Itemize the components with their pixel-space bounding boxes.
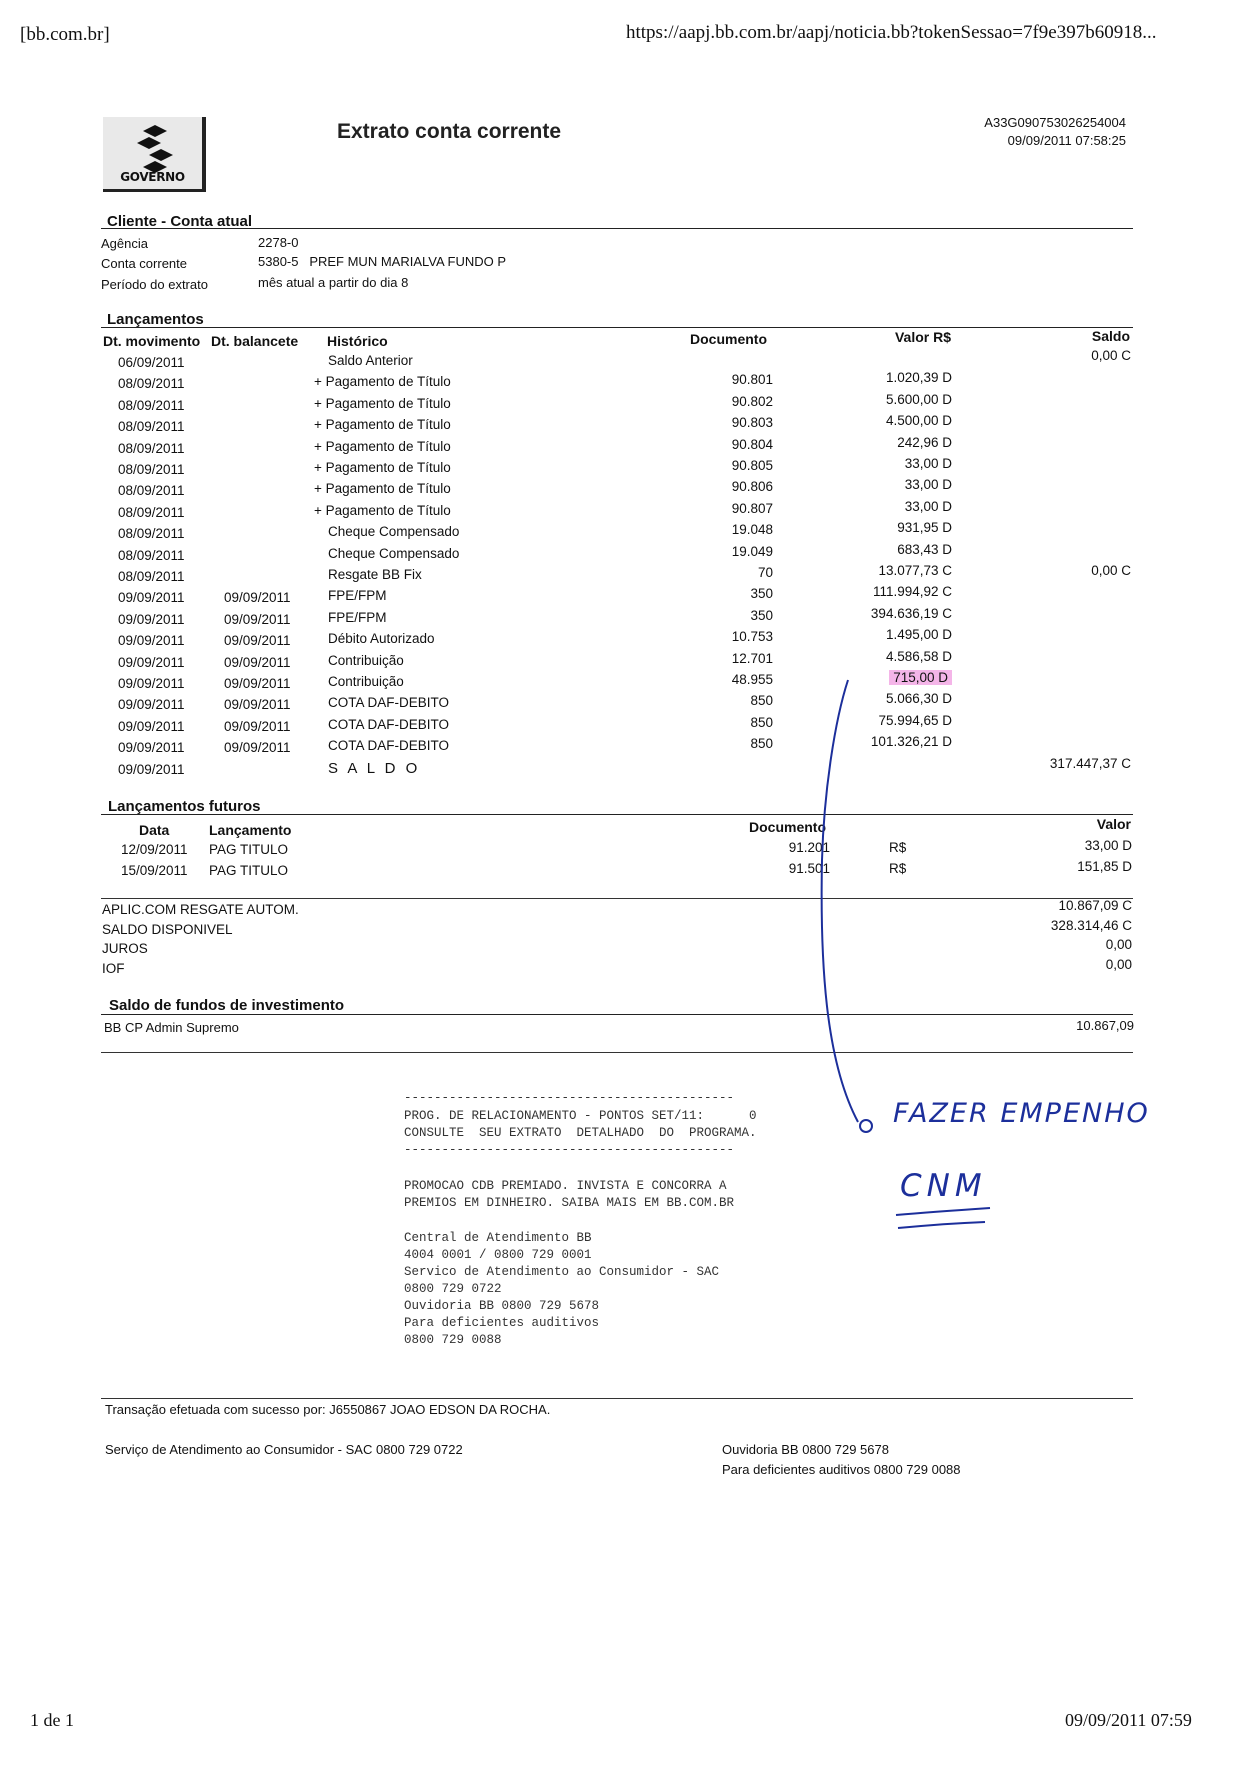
row-documento: 19.049 [731,543,773,559]
periodo-value: mês atual a partir do dia 8 [258,275,409,290]
row-historico: + Pagamento de Título [314,395,451,411]
row-historico: COTA DAF-DEBITO [328,738,450,754]
row-historico: + Pagamento de Título [314,374,451,390]
row-valor: 5.600,00 D [885,391,952,407]
row-valor: 33,00 D [904,498,952,514]
row-historico: + Pagamento de Título [314,481,451,497]
row-documento: 90.803 [731,415,773,431]
row-dt-movimento: 09/09/2011 [118,761,185,777]
futuros-divider [101,814,1133,815]
central-line: Central de Atendimento BB [404,1231,592,1245]
row-documento: 90.806 [731,479,773,495]
row-dt-movimento: 08/09/2011 [118,504,185,520]
row-historico: Saldo Anterior [328,353,413,368]
row-valor: 715,00 D [889,670,952,685]
cliente-section-title: Cliente - Conta atual [107,213,253,230]
central-line: 0800 729 0722 [404,1282,502,1296]
row-dt-movimento: 08/09/2011 [118,440,185,456]
row-dt-movimento: 09/09/2011 [118,718,185,734]
conta-label: Conta corrente [101,256,187,271]
print-timestamp: 09/09/2011 07:59 [1065,1710,1192,1730]
resumo-value: 0,00 [1105,956,1132,972]
fut-row-documento: 91.201 [788,840,830,855]
row-documento: 90.804 [731,436,773,452]
row-dt-movimento: 08/09/2011 [118,526,185,542]
fundo-name: BB CP Admin Supremo [104,1020,239,1035]
row-documento: 850 [750,736,773,752]
handwritten-note-line1: FAZER EMPENHO [893,1098,1150,1129]
central-line: Para deficientes auditivos [404,1316,600,1330]
row-dt-movimento: 08/09/2011 [118,483,185,499]
row-dt-movimento: 08/09/2011 [118,569,185,584]
msg-promo-line1: PROMOCAO CDB PREMIADO. INVISTA E CONCORRA A [404,1179,727,1193]
ouvidoria-text: Ouvidoria BB 0800 729 5678 [722,1442,889,1457]
row-documento: 350 [750,586,773,602]
col-fut-lancamento: Lançamento [209,822,292,838]
handwritten-note-line2: CNM [900,1168,987,1204]
row-valor: 4.500,00 D [885,413,952,429]
row-historico: Cheque Compensado [328,545,460,561]
row-dt-balancete: 09/09/2011 [224,697,291,713]
row-historico: FPE/FPM [328,588,387,604]
agencia-label: Agência [101,236,148,251]
document-code: A33G090753026254004 [984,115,1126,130]
row-historico: Cheque Compensado [328,524,460,540]
resumo-value: 10.867,09 C [1058,898,1132,913]
sac-text: Serviço de Atendimento ao Consumidor - SAC 0800 729 0722 [105,1442,463,1457]
row-documento: 10.753 [731,629,773,645]
resumo-value: 328.314,46 C [1050,917,1132,933]
resumo-label: IOF [102,960,125,976]
msg-dashes-bottom: -------------------------------------------- [404,1143,735,1157]
central-line: 4004 0001 / 0800 729 0001 [404,1248,592,1262]
row-documento: 90.807 [731,500,773,516]
row-dt-movimento: 09/09/2011 [118,697,185,713]
row-valor: 1.020,39 D [885,370,952,386]
row-dt-movimento: 08/09/2011 [118,419,185,435]
row-historico: + Pagamento de Título [314,417,451,433]
row-documento: 850 [750,714,773,730]
document-datetime: 09/09/2011 07:58:25 [1007,133,1126,148]
lancamentos-section-title: Lançamentos [107,311,204,328]
row-dt-movimento: 09/09/2011 [118,676,185,691]
row-historico: Contribuição [328,674,404,689]
lancamentos-divider [101,327,1133,328]
col-dt-balancete: Dt. balancete [211,333,299,349]
cliente-divider [101,228,1133,229]
row-historico: FPE/FPM [328,609,387,625]
msg-promo-line2: PREMIOS EM DINHEIRO. SAIBA MAIS EM BB.COM.BR [404,1196,735,1210]
fut-row-moeda: R$ [889,840,907,855]
resumo-label: APLIC.COM RESGATE AUTOM. [102,902,299,917]
row-historico: + Pagamento de Título [314,438,451,454]
fut-row-moeda: R$ [889,861,907,876]
page-title: Extrato conta corrente [337,120,562,143]
fundo-value: 10.867,09 [1076,1018,1134,1033]
row-historico: COTA DAF-DEBITO [328,695,450,711]
row-valor: 4.586,58 D [885,648,952,664]
row-saldo: 317.447,37 C [1049,755,1131,771]
row-valor: 242,96 D [897,434,952,450]
row-saldo: 0,00 C [1091,563,1131,578]
agencia-value: 2278-0 [258,235,299,250]
periodo-label: Período do extrato [101,277,208,292]
page-counter: 1 de 1 [30,1710,74,1730]
futuros-section-title: Lançamentos futuros [108,798,261,815]
resumo-divider [101,898,1133,899]
row-valor: 394.636,19 C [870,605,952,621]
fut-row-lancamento: PAG TITULO [209,863,289,878]
col-fut-documento: Documento [749,819,826,835]
col-saldo: Saldo [1091,328,1130,344]
col-fut-data: Data [139,822,170,838]
row-valor: 33,00 D [904,456,952,471]
row-dt-movimento: 09/09/2011 [118,633,185,649]
row-dt-balancete: 09/09/2011 [224,590,291,606]
msg-central-block [404,1230,719,1349]
browser-url[interactable]: https://aapj.bb.com.br/aapj/noticia.bb?tokenSessao=7f9e397b60918... [626,22,1157,43]
fut-row-data: 15/09/2011 [121,863,188,878]
msg-prog-line2: CONSULTE SEU EXTRATO DETALHADO DO PROGRAMA. [404,1126,757,1140]
row-documento: 350 [750,607,773,623]
fundos-bottom-divider [101,1052,1133,1053]
central-line: Ouvidoria BB 0800 729 5678 [404,1299,600,1313]
col-valor: Valor R$ [894,329,951,345]
deficientes-text: Para deficientes auditivos 0800 729 0088 [722,1462,961,1477]
row-dt-balancete: 09/09/2011 [224,740,291,756]
msg-prog-line1: PROG. DE RELACIONAMENTO - PONTOS SET/11: 0 [404,1109,757,1123]
row-dt-balancete: 09/09/2011 [224,633,291,649]
row-documento: 90.802 [731,393,773,409]
row-historico: Contribuição [328,652,404,668]
fundos-divider [101,1014,1133,1015]
resumo-label: SALDO DISPONIVEL [102,921,233,937]
row-documento: 70 [757,565,773,580]
row-valor: 33,00 D [904,477,952,493]
browser-site-label: [bb.com.br] [20,24,110,45]
row-historico: S A L D O [328,759,421,777]
row-dt-balancete: 09/09/2011 [224,611,291,627]
msg-dashes-top: -------------------------------------------- [404,1091,735,1105]
row-historico: COTA DAF-DEBITO [328,716,450,732]
row-documento: 850 [750,693,773,709]
col-dt-movimento: Dt. movimento [103,333,201,349]
row-valor: 1.495,00 D [885,627,952,643]
bb-logo-icon [103,121,203,173]
row-valor: 111.994,92 C [872,584,952,600]
row-saldo: 0,00 C [1091,348,1131,363]
row-dt-movimento: 09/09/2011 [118,611,185,627]
fut-row-data: 12/09/2011 [121,842,188,857]
row-dt-movimento: 09/09/2011 [118,740,185,756]
row-documento: 12.701 [731,650,773,666]
bb-logo [103,117,206,192]
row-valor: 931,95 D [897,520,952,536]
transacao-text: Transação efetuada com sucesso por: J6550867 JOAO EDSON DA ROCHA. [105,1402,551,1417]
conta-value: 5380-5 PREF MUN MARIALVA FUNDO P [258,254,507,269]
row-dt-movimento: 06/09/2011 [118,355,185,370]
row-valor: 75.994,65 D [878,712,952,728]
fut-row-lancamento: PAG TITULO [209,842,289,857]
row-valor: 683,43 D [897,541,952,557]
row-documento: 90.805 [731,458,773,473]
footer-divider [101,1398,1133,1399]
col-historico: Histórico [327,333,388,349]
resumo-value: 0,00 [1105,937,1132,952]
fut-row-documento: 91.501 [788,861,830,876]
row-dt-movimento: 09/09/2011 [118,590,185,606]
row-dt-movimento: 08/09/2011 [118,397,185,413]
row-documento: 48.955 [731,672,773,687]
row-historico: + Pagamento de Título [314,460,451,475]
row-dt-balancete: 09/09/2011 [224,676,291,691]
logo-text: GOVERNO [120,170,185,184]
row-documento: 19.048 [731,522,773,538]
central-line: 0800 729 0088 [404,1333,502,1347]
fundos-section-title: Saldo de fundos de investimento [109,997,345,1014]
row-historico: + Pagamento de Título [314,502,451,518]
row-historico: Débito Autorizado [328,631,435,647]
row-dt-movimento: 08/09/2011 [118,376,185,392]
fut-row-valor: 33,00 D [1084,838,1132,853]
row-dt-movimento: 08/09/2011 [118,547,185,563]
central-line: Servico de Atendimento ao Consumidor - SAC [404,1265,720,1279]
col-fut-valor: Valor [1096,816,1131,832]
row-valor: 5.066,30 D [885,691,952,707]
fut-row-valor: 151,85 D [1077,859,1132,874]
row-historico: Resgate BB Fix [328,567,422,582]
row-dt-balancete: 09/09/2011 [224,718,291,734]
row-documento: 90.801 [731,372,773,388]
resumo-label: JUROS [102,941,148,956]
row-dt-balancete: 09/09/2011 [224,654,291,670]
row-dt-movimento: 08/09/2011 [118,462,185,477]
row-valor: 101.326,21 D [870,734,952,750]
row-dt-movimento: 09/09/2011 [118,654,185,670]
row-valor: 13.077,73 C [878,563,952,578]
col-documento: Documento [690,331,767,347]
